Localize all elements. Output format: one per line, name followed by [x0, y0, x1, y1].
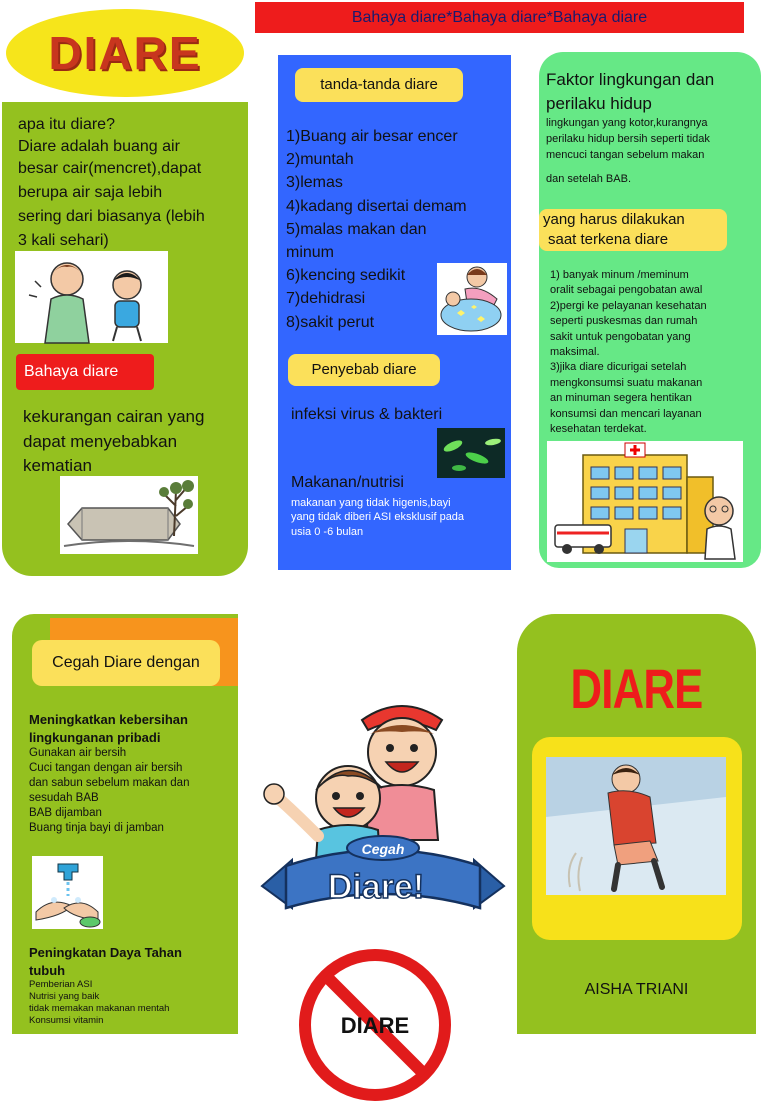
cegah-diare-mascot-illustration: [252, 690, 514, 940]
daya-title-line: Peningkatan Daya Tahan: [29, 945, 182, 960]
list-item: konsumsi dan mencari layanan: [550, 407, 702, 420]
intro-line: berupa air saja lebih: [18, 184, 163, 201]
harus-line: yang harus dilakukan: [543, 211, 685, 228]
list-item: 8)sakit perut: [286, 313, 375, 331]
kebersihan-list: [29, 746, 234, 836]
harus-line: saat terkena diare: [548, 230, 669, 248]
list-item: Pemberian ASI: [29, 979, 93, 990]
daya-tahan-list: [29, 979, 234, 1027]
list-item: dan sabun sebelum makan dan: [29, 776, 190, 789]
faktor-title-line: Faktor lingkungan dan: [546, 70, 715, 89]
daya-title-line: tubuh: [29, 962, 66, 978]
diare-logo: [6, 9, 244, 97]
boy-diarrhea-illustration: [546, 757, 726, 895]
list-item: Konsumsi vitamin: [29, 1014, 104, 1026]
list-item: 4)kadang disertai demam: [286, 197, 467, 215]
harus-list: [550, 268, 742, 437]
bahaya-line: dapat menyebabkan: [23, 431, 178, 451]
virus-bacteria-image: [437, 428, 505, 478]
list-item: 6)kencing sedikit: [286, 267, 406, 285]
cegah-diare-label: Cegah Diare dengan: [32, 640, 220, 686]
faktor-title: [546, 68, 760, 116]
makanan-text: [291, 496, 506, 539]
faktor-line: mencuci tangan sebelum makan: [546, 148, 705, 161]
list-item: 1) banyak minum /meminum: [550, 269, 689, 281]
faktor-line: perilaku hidup bersih seperti tidak: [546, 132, 710, 145]
no-diare-sign: [298, 948, 452, 1102]
bahaya-line: kematian: [23, 456, 92, 476]
list-item: Buang tinja bayi di jamban: [29, 821, 164, 834]
list-item: 1)Buang air besar encer: [286, 128, 458, 145]
list-item: 3)jika diare dicurigai setelah: [550, 361, 687, 374]
list-item: 3)lemas: [286, 174, 343, 192]
faktor-text: [546, 116, 758, 188]
intro-line: Diare adalah buang air: [18, 138, 180, 155]
list-item: an minuman segera hentikan: [550, 392, 692, 405]
list-item: seperti puskesmas dan rumah: [550, 315, 698, 328]
list-item: 2)muntah: [286, 151, 354, 169]
bahaya-line: kekurangan cairan yang: [23, 407, 205, 426]
daya-tahan-title: [29, 944, 234, 979]
infeksi-text: infeksi virus & bakteri: [291, 406, 443, 423]
list-item: kesehatan terdekat.: [550, 422, 647, 435]
intro-line: 3 kali sehari): [18, 232, 109, 249]
handwash-illustration: [32, 856, 103, 929]
intro-line: besar cair(mencret),dapat: [18, 160, 202, 177]
intro-line: sering dari biasanya (lebih: [18, 208, 205, 225]
list-item: minum: [286, 243, 335, 261]
kebersihan-title: [29, 711, 234, 747]
sick-child-in-bed-illustration: [437, 263, 507, 335]
list-item: Gunakan air bersih: [29, 747, 127, 759]
list-item: 2)pergi ke pelayanan kesehatan: [550, 299, 707, 312]
author-name: AISHA TRIANI: [584, 981, 689, 998]
list-item: maksimal.: [550, 345, 600, 358]
hospital-illustration: [547, 441, 743, 562]
list-item: sesudah BAB: [29, 791, 99, 804]
ribbon-top-text: Cegah: [361, 841, 405, 857]
makanan-line: makanan yang tidak higenis,bayi: [291, 497, 451, 509]
kebersihan-title-line: lingkunganan pribadi: [29, 730, 161, 746]
makanan-line: yang tidak diberi ASI eksklusif pada: [291, 511, 465, 524]
sick-children-illustration: [15, 251, 168, 343]
faktor-title-line: perilaku hidup: [546, 93, 652, 113]
list-item: Cuci tangan dengan air bersih: [29, 761, 183, 774]
intro-line: apa itu diare?: [18, 116, 115, 133]
grave-illustration: [60, 476, 198, 554]
harus-dilakukan-label: [539, 209, 727, 251]
makanan-title: Makanan/nutrisi: [291, 474, 404, 491]
list-item: oralit sebagai pengobatan awal: [550, 284, 703, 297]
penyebab-diare-label: Penyebab diare: [288, 354, 440, 386]
logo-text: DIARE: [48, 27, 202, 79]
list-item: BAB dijamban: [29, 806, 102, 819]
faktor-line: lingkungan yang kotor,kurangnya: [546, 117, 708, 129]
makanan-line: usia 0 -6 bulan: [291, 525, 364, 538]
cover-title: DIARE: [570, 657, 703, 720]
intro-text: [18, 113, 250, 253]
list-item: 5)malas makan dan: [286, 220, 427, 238]
faktor-line: dan setelah BAB.: [546, 172, 632, 185]
kebersihan-title-line: Meningkatkan kebersihan: [29, 712, 188, 727]
list-item: tidak memakan makanan mentah: [29, 1002, 170, 1014]
list-item: sakit untuk pengobatan yang: [550, 330, 691, 343]
bahaya-text: [23, 405, 243, 479]
tanda-diare-label: tanda-tanda diare: [295, 68, 463, 102]
list-item: Nutrisi yang baik: [29, 990, 100, 1002]
list-item: 7)dehidrasi: [286, 290, 366, 308]
top-banner: Bahaya diare*Bahaya diare*Bahaya diare: [255, 2, 744, 33]
list-item: mengkonsumsi suatu makanan: [550, 376, 703, 389]
sign-text: DIARE: [340, 1013, 410, 1038]
ribbon-main-text: Diare!: [327, 868, 425, 906]
bahaya-diare-label: Bahaya diare: [16, 354, 154, 390]
